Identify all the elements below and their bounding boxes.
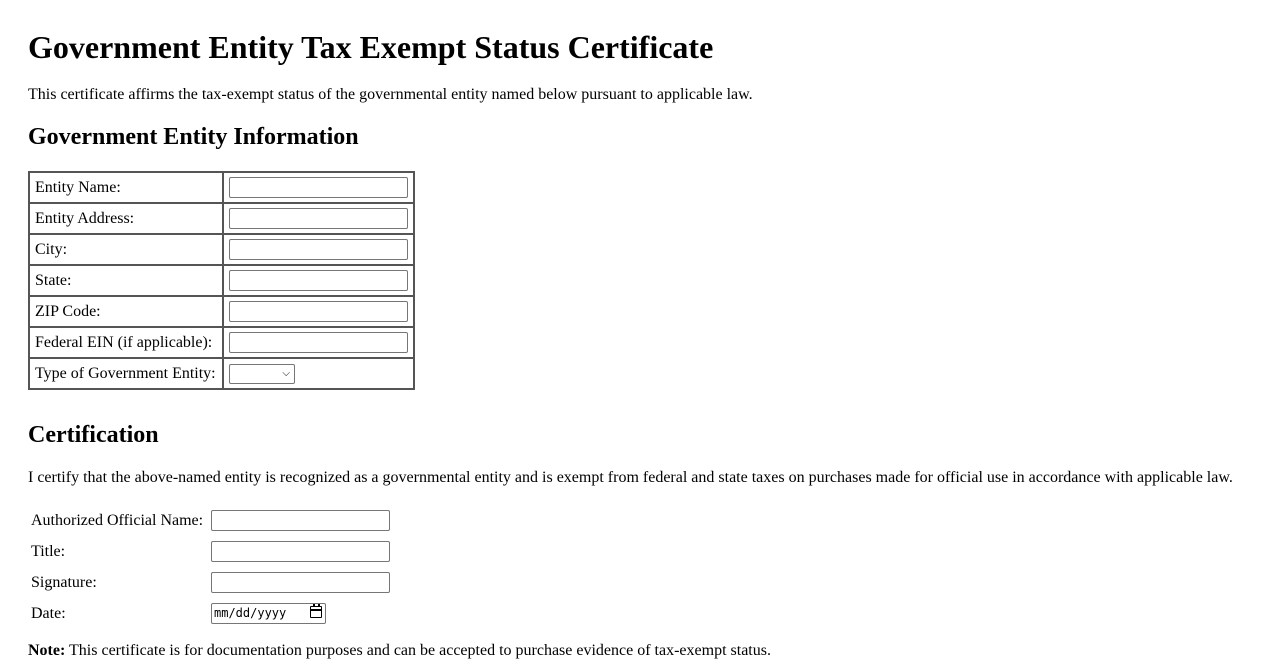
city-label: City:: [29, 234, 223, 265]
table-row: [29, 327, 414, 358]
table-row: [30, 568, 391, 597]
table-row: [29, 203, 414, 234]
page-title: Government Entity Tax Exempt Status Certificate: [28, 29, 714, 65]
calendar-icon[interactable]: [310, 606, 322, 618]
date-label: Date:: [31, 604, 66, 622]
official-name-field[interactable]: [211, 510, 390, 531]
signature-field[interactable]: [211, 572, 390, 593]
title-label: Title:: [31, 542, 66, 560]
zip-code-field[interactable]: [229, 301, 408, 322]
date-placeholder: mm/dd/yyyy: [214, 606, 287, 620]
certification-heading: Certification: [28, 422, 159, 448]
table-row: [29, 358, 414, 389]
note-text: [28, 642, 771, 660]
state-label: State:: [29, 265, 223, 296]
note-body: This certificate is for documentation purposes and can be accepted to purchase evidence of tax-exempt status.: [65, 642, 771, 659]
signature-label: Signature:: [31, 573, 97, 591]
table-row: [29, 265, 414, 296]
table-row: [29, 234, 414, 265]
chevron-down-icon: ⌵: [282, 367, 290, 379]
signature-table: [28, 504, 393, 630]
table-row: [30, 537, 391, 566]
entity-type-select[interactable]: [229, 364, 295, 384]
intro-text: This certificate affirms the tax-exempt status of the governmental entity named below pursuant to applicable law.: [28, 86, 753, 103]
note-prefix: Note:: [28, 642, 66, 659]
state-field[interactable]: [229, 270, 408, 291]
entity-info-table: [28, 171, 415, 390]
title-field[interactable]: [211, 541, 390, 562]
entity-info-heading: Government Entity Information: [28, 124, 359, 150]
table-row: [30, 599, 391, 628]
certification-statement: I certify that the above-named entity is recognized as a governmental entity and is exempt from federal and state taxes on purchases made for official use in accordance with applicable law.: [28, 469, 1233, 486]
table-row: [29, 172, 414, 203]
entity-type-label: Type of Government Entity:: [29, 358, 223, 389]
city-field[interactable]: [229, 239, 408, 260]
federal-ein-field[interactable]: [229, 332, 408, 353]
official-name-label: Authorized Official Name:: [31, 511, 204, 529]
table-row: [29, 296, 414, 327]
federal-ein-label: Federal EIN (if applicable):: [29, 327, 223, 358]
date-field[interactable]: [211, 603, 326, 624]
zip-code-label: ZIP Code:: [29, 296, 223, 327]
entity-address-field[interactable]: [229, 208, 408, 229]
entity-address-label: Entity Address:: [29, 203, 223, 234]
entity-name-label: Entity Name:: [29, 172, 223, 203]
table-row: [30, 506, 391, 535]
entity-name-field[interactable]: [229, 177, 408, 198]
